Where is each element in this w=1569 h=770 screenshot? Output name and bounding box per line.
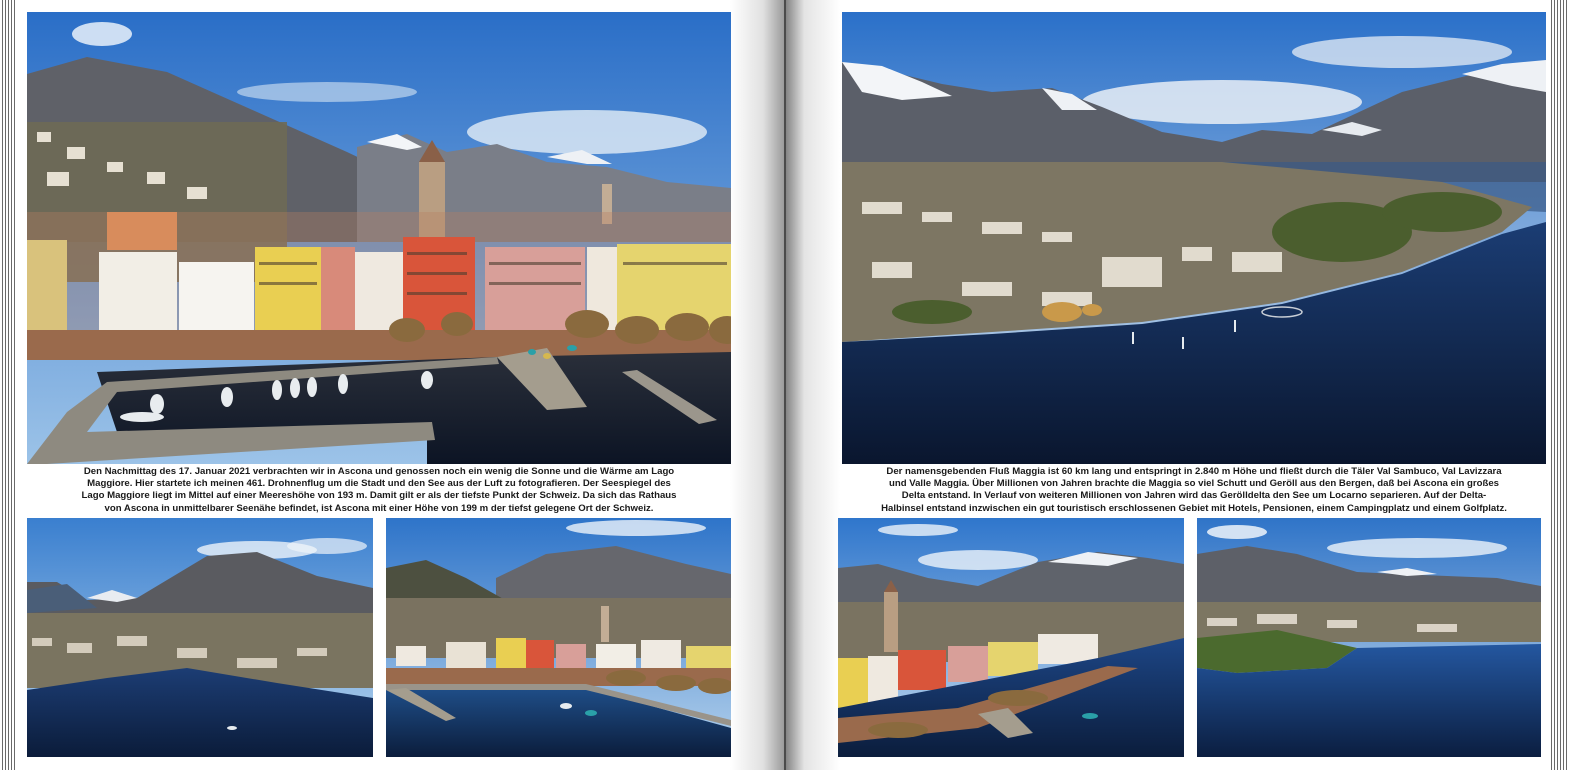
left-page-caption: Den Nachmittag des 17. Januar 2021 verbrachten wir in Ascona und genossen noch ein wenig die Sonne und die Wärme am Lago Maggiore. Hier startete ich meinen 461. Drohnenflug um die Stadt und den See aus der Luft zu fotografieren. Der Seespiegel des Lago Maggiore liegt im Mittel auf einer Meereshöhe von 193 m. Damit gilt er als der tiefste Punkt der Schweiz. Da sich das Rathaus von Ascona in unmittelbarer Seenähe befindet, ist Ascona mit einer Höhe von 199 m der tiefst gelegene Ort der Schweiz. [81,466,677,514]
spine-shadow-right [785,0,840,770]
spine-shadow-left [730,0,785,770]
photo-ascona-church-promenade [838,518,1184,757]
left-page [16,0,785,770]
photo-ascona-waterfront [27,12,731,464]
photo-ascona-harbor [386,518,731,757]
book-spine [784,0,786,770]
photo-ascona-lake-panorama [27,518,373,757]
photo-maggia-delta [842,12,1546,464]
right-page-caption: Der namensgebenden Fluß Maggia ist 60 km lang und entspringt in 2.840 m Höhe und fließt durch die Täler Val Sambuco, Val Lavizzara und Valle Maggia. Über Millionen von Jahren brachte die Maggia so viel Schutt und Geröll aus den Bergen, daß bei Ascona ein großes Delta entstand. In Verlauf von weiteren Millionen von Jahren wird das Gerölldelta den See um Locarno separieren. Auf der Delta- Halbinsel entstand inzwischen ein gut touristisch erschlossenen Gebiet mit Hotels, Pensionen, einem Campingplatz und einem Golfplatz. [881,466,1507,514]
photo-delta-peninsula [1197,518,1541,757]
right-page [785,0,1551,770]
page-stack-edge-left [0,0,16,770]
page-stack-edge-right [1551,0,1569,770]
